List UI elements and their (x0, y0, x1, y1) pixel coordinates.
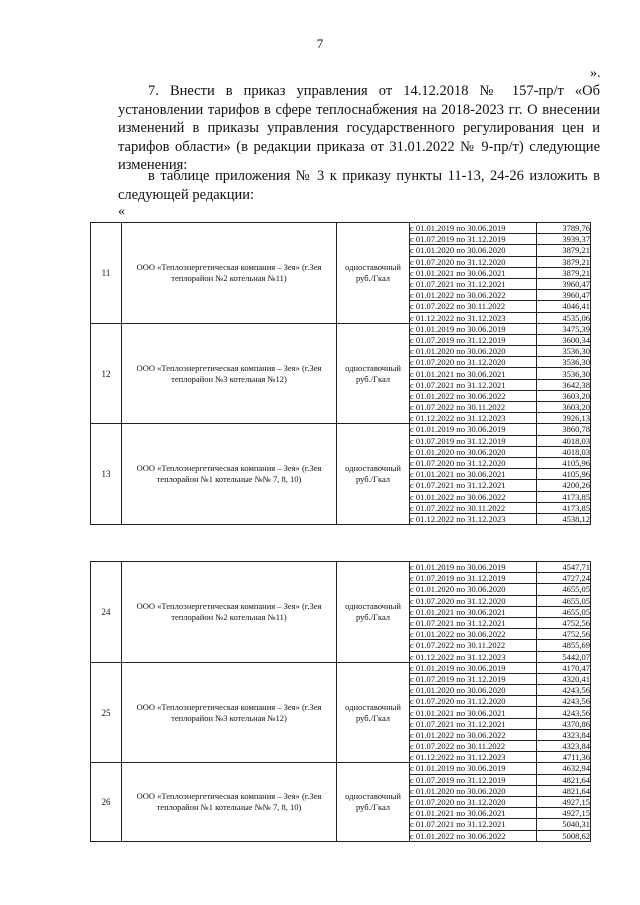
page-number: 7 (316, 36, 324, 51)
tariff-value: 3879,21 (537, 245, 591, 256)
tariff-value: 4200,26 (537, 480, 591, 491)
tariff-period: с 01.12.2022 по 31.12.2023 (410, 651, 537, 662)
paragraph-7-text: 7. Внести в приказ управления от 14.12.2018 № 157-пр/т «Об установлении тарифов в сфере теплоснабжения на 2018-2023 гг. О внесении изменений в приказы управления государственного регулирования цен и тарифов области» (в редакции приказа от 31.01.2022 № 9-пр/т) следующие изменения: (118, 83, 600, 173)
tariff-value: 4323,84 (537, 729, 591, 740)
opening-quote: « (118, 204, 125, 219)
organization-name: ООО «Теплоэнергетическая компания – Зея» (г.Зея теплорайон №2 котельная №11) (122, 223, 337, 324)
tariff-period: с 01.01.2019 по 30.06.2019 (410, 223, 537, 234)
tariff-unit: одноставочный руб./Гкал (337, 562, 410, 663)
tariff-period: с 01.01.2022 по 30.06.2022 (410, 290, 537, 301)
tariff-period: с 01.07.2022 по 30.11.2022 (410, 301, 537, 312)
tariff-period: с 01.07.2022 по 30.11.2022 (410, 402, 537, 413)
tariff-value: 4535,06 (537, 312, 591, 323)
organization-name: ООО «Теплоэнергетическая компания – Зея» (г.Зея теплорайон №2 котельная №11) (122, 562, 337, 663)
tariff-value: 4105,96 (537, 457, 591, 468)
tariff-value: 5008,62 (537, 830, 591, 841)
tariff-value: 4655,05 (537, 595, 591, 606)
tariff-value: 4173,85 (537, 491, 591, 502)
tariff-value: 4632,94 (537, 763, 591, 774)
table-row (91, 424, 591, 435)
organization-name: ООО «Теплоэнергетическая компания – Зея» (г.Зея теплорайон №1 котельные №№ 7, 8, 10) (122, 424, 337, 525)
tariff-period: с 01.01.2019 по 30.06.2019 (410, 323, 537, 334)
tariff-value: 4323,84 (537, 741, 591, 752)
tariff-period: с 01.07.2019 по 31.12.2019 (410, 673, 537, 684)
paragraph-table-instruction: в таблице приложения № 3 к приказу пункты 11-13, 24-26 изложить в следующей редакции: (118, 168, 600, 203)
tariff-value: 3879,21 (537, 267, 591, 278)
tariff-period: с 01.07.2020 по 31.12.2020 (410, 457, 537, 468)
tariff-table-bottom (90, 561, 591, 842)
tariff-period: с 01.01.2019 по 30.06.2019 (410, 662, 537, 673)
tariff-value: 3960,47 (537, 278, 591, 289)
tariff-value: 4927,15 (537, 808, 591, 819)
tariff-period: с 01.07.2019 по 31.12.2019 (410, 573, 537, 584)
tariff-period: с 01.12.2022 по 31.12.2023 (410, 413, 537, 424)
tariff-value: 3926,13 (537, 413, 591, 424)
tariff-period: с 01.01.2020 по 30.06.2020 (410, 245, 537, 256)
tariff-period: с 01.07.2020 по 31.12.2020 (410, 256, 537, 267)
organization-name: ООО «Теплоэнергетическая компания – Зея» (г.Зея теплорайон №3 котельная №12) (122, 323, 337, 424)
tariff-period: с 01.01.2021 по 30.06.2021 (410, 267, 537, 278)
tariff-period: с 01.01.2022 по 30.06.2022 (410, 629, 537, 640)
tariff-period: с 01.01.2020 по 30.06.2020 (410, 785, 537, 796)
tariff-value: 4243,56 (537, 685, 591, 696)
tariff-period: с 01.07.2020 по 31.12.2020 (410, 796, 537, 807)
tariff-period: с 01.07.2019 по 31.12.2019 (410, 774, 537, 785)
tariff-period: с 01.07.2021 по 31.12.2021 (410, 278, 537, 289)
paragraph-7 (118, 82, 600, 175)
tariff-value: 3536,30 (537, 368, 591, 379)
row-number: 26 (91, 763, 122, 841)
tariff-period: с 01.07.2021 по 31.12.2021 (410, 617, 537, 628)
tariff-period: с 01.07.2021 по 31.12.2021 (410, 819, 537, 830)
tariff-value: 5040,31 (537, 819, 591, 830)
tariff-period: с 01.07.2022 по 30.11.2022 (410, 502, 537, 513)
tariff-period: с 01.01.2022 по 30.06.2022 (410, 729, 537, 740)
tariff-value: 3603,20 (537, 390, 591, 401)
tariff-period: с 01.12.2022 по 31.12.2023 (410, 513, 537, 524)
tariff-value: 4170,47 (537, 662, 591, 673)
tariff-value: 4173,85 (537, 502, 591, 513)
tariff-value: 3475,39 (537, 323, 591, 334)
tariff-period: с 01.01.2021 по 30.06.2021 (410, 707, 537, 718)
tariff-value: 4655,05 (537, 584, 591, 595)
tariff-value: 4711,36 (537, 752, 591, 763)
tariff-period: с 01.07.2021 по 31.12.2021 (410, 480, 537, 491)
row-number: 11 (91, 223, 122, 324)
tariff-value: 3879,21 (537, 256, 591, 267)
tariff-period: с 01.01.2022 по 30.06.2022 (410, 830, 537, 841)
row-number: 12 (91, 323, 122, 424)
tariff-period: с 01.07.2019 по 31.12.2019 (410, 435, 537, 446)
row-number: 13 (91, 424, 122, 525)
tariff-period: с 01.01.2021 по 30.06.2021 (410, 808, 537, 819)
tariff-period: с 01.01.2022 по 30.06.2022 (410, 390, 537, 401)
tariff-value: 4927,15 (537, 796, 591, 807)
tariff-period: с 01.12.2022 по 31.12.2023 (410, 312, 537, 323)
tariff-value: 3600,34 (537, 334, 591, 345)
tariff-period: с 01.07.2020 по 31.12.2020 (410, 696, 537, 707)
tariff-value: 3603,20 (537, 402, 591, 413)
tariff-period: с 01.01.2021 по 30.06.2021 (410, 469, 537, 480)
tariff-value: 4855,69 (537, 640, 591, 651)
table-row (91, 662, 591, 673)
tariff-period: с 01.07.2022 по 30.11.2022 (410, 640, 537, 651)
tariff-value: 5442,07 (537, 651, 591, 662)
tariff-unit: одноставочный руб./Гкал (337, 763, 410, 841)
tariff-period: с 01.07.2019 по 31.12.2019 (410, 334, 537, 345)
tariff-value: 4320,41 (537, 673, 591, 684)
table-row (91, 763, 591, 774)
tariff-period: с 01.01.2020 по 30.06.2020 (410, 685, 537, 696)
tariff-unit: одноставочный руб./Гкал (337, 424, 410, 525)
tariff-value: 4655,05 (537, 606, 591, 617)
tariff-period: с 01.01.2020 по 30.06.2020 (410, 346, 537, 357)
tariff-period: с 01.01.2019 по 30.06.2019 (410, 763, 537, 774)
tariff-period: с 01.01.2019 по 30.06.2019 (410, 562, 537, 573)
tariff-value: 3536,30 (537, 357, 591, 368)
tariff-period: с 01.01.2022 по 30.06.2022 (410, 491, 537, 502)
tariff-value: 4105,96 (537, 469, 591, 480)
organization-name: ООО «Теплоэнергетическая компания – Зея» (г.Зея теплорайон №1 котельные №№ 7, 8, 10) (122, 763, 337, 841)
tariff-value: 3642,38 (537, 379, 591, 390)
tariff-value: 3960,47 (537, 290, 591, 301)
tariff-value: 4547,71 (537, 562, 591, 573)
tariff-unit: одноставочный руб./Гкал (337, 323, 410, 424)
table-row (91, 223, 591, 234)
tariff-value: 4046,41 (537, 301, 591, 312)
row-number: 24 (91, 562, 122, 663)
tariff-table-top (90, 222, 591, 525)
tariff-period: с 01.12.2022 по 31.12.2023 (410, 752, 537, 763)
tariff-value: 4821,64 (537, 785, 591, 796)
tariff-value: 4821,64 (537, 774, 591, 785)
tariff-value: 4243,56 (537, 696, 591, 707)
tariff-period: с 01.07.2021 по 31.12.2021 (410, 379, 537, 390)
tariff-unit: одноставочный руб./Гкал (337, 223, 410, 324)
tariff-value: 3939,37 (537, 234, 591, 245)
tariff-value: 4538,12 (537, 513, 591, 524)
tariff-value: 4243,56 (537, 707, 591, 718)
tariff-period: с 01.01.2020 по 30.06.2020 (410, 446, 537, 457)
tariff-value: 4018,03 (537, 446, 591, 457)
tariff-unit: одноставочный руб./Гкал (337, 662, 410, 763)
tariff-period: с 01.07.2019 по 31.12.2019 (410, 234, 537, 245)
tariff-value: 4727,24 (537, 573, 591, 584)
tariff-value: 4752,56 (537, 629, 591, 640)
table-row (91, 562, 591, 573)
tariff-value: 4018,03 (537, 435, 591, 446)
tariff-period: с 01.01.2021 по 30.06.2021 (410, 368, 537, 379)
tariff-value: 3536,30 (537, 346, 591, 357)
tariff-period: с 01.07.2021 по 31.12.2021 (410, 718, 537, 729)
tariff-period: с 01.07.2020 по 31.12.2020 (410, 357, 537, 368)
table-row (91, 323, 591, 334)
tariff-period: с 01.01.2021 по 30.06.2021 (410, 606, 537, 617)
tariff-period: с 01.07.2022 по 30.11.2022 (410, 741, 537, 752)
tariff-value: 3789,76 (537, 223, 591, 234)
closing-quote: ». (590, 66, 601, 81)
tariff-value: 4370,86 (537, 718, 591, 729)
tariff-period: с 01.01.2020 по 30.06.2020 (410, 584, 537, 595)
row-number: 25 (91, 662, 122, 763)
organization-name: ООО «Теплоэнергетическая компания – Зея» (г.Зея теплорайон №3 котельная №12) (122, 662, 337, 763)
tariff-period: с 01.01.2019 по 30.06.2019 (410, 424, 537, 435)
tariff-value: 3860,78 (537, 424, 591, 435)
tariff-period: с 01.07.2020 по 31.12.2020 (410, 595, 537, 606)
tariff-value: 4752,56 (537, 617, 591, 628)
